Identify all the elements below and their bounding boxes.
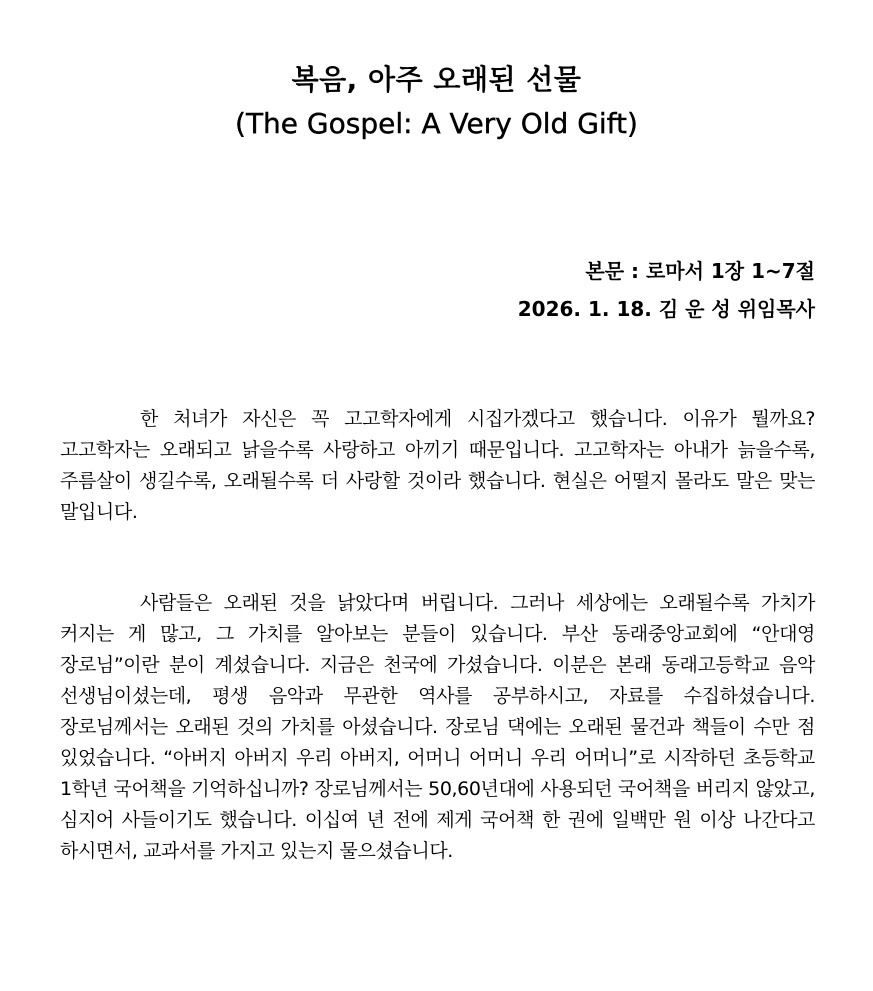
date-and-preacher: 2026. 1. 18. 김 운 성 위임목사 [517, 297, 815, 321]
sermon-subtitle: (The Gospel: A Very Old Gift) [235, 107, 638, 140]
sermon-title: 복음, 아주 오래된 선물 [291, 63, 582, 96]
sermon-meta [518, 252, 815, 328]
body-paragraph-1: 한 처녀가 자신은 꼭 고고학자에게 시집가겠다고 했습니다. 이유가 뭘까요? 고고학자는 오래되고 낡을수록 사랑하고 아끼기 때문입니다. 고고학자는 아내가 늙을수록, 주름살이 생길수록, 오래될수록 더 사랑할 것이라 했습니다. 현실은 어떨지 몰라도 말은 맞는 말입니다. [60, 408, 815, 523]
scripture-reference: 본문 : 로마서 1장 1~7절 [585, 259, 815, 283]
body-paragraph-2: 사람들은 오래된 것을 낡았다며 버립니다. 그러나 세상에는 오래될수록 가치가 커지는 게 많고, 그 가치를 알아보는 분들이 있습니다. 부산 동래중앙교회에 “안대영 장로님”이란 분이 계셨습니다. 지금은 천국에 가셨습니다. 이분은 본래 동래고등학교 음악 선생님이셨는데, 평생 음악과 무관한 역사를 공부하시고, 자료를 수집하셨습니다. 장로님께서는 오래된 것의 가치를 아셨습니다. 장로님 댁에는 오래된 물건과 책들이 수만 점 있었습니다. “아버지 아버지 우리 아버지, 어머니 어머니 우리 어머니”로 시작하던 초등학교 1학년 국어책을 기억하십니까? 장로님께서는 50,60년대에 사용되던 국어책을 버리지 않았고, 심지어 사들이기도 했습니다. 이십여 년 전에 제게 국어책 한 권에 일백만 원 이상 나간다고 하시면서, 교과서를 가지고 있는지 물으셨습니다. [60, 592, 815, 862]
title-block [0, 58, 873, 146]
